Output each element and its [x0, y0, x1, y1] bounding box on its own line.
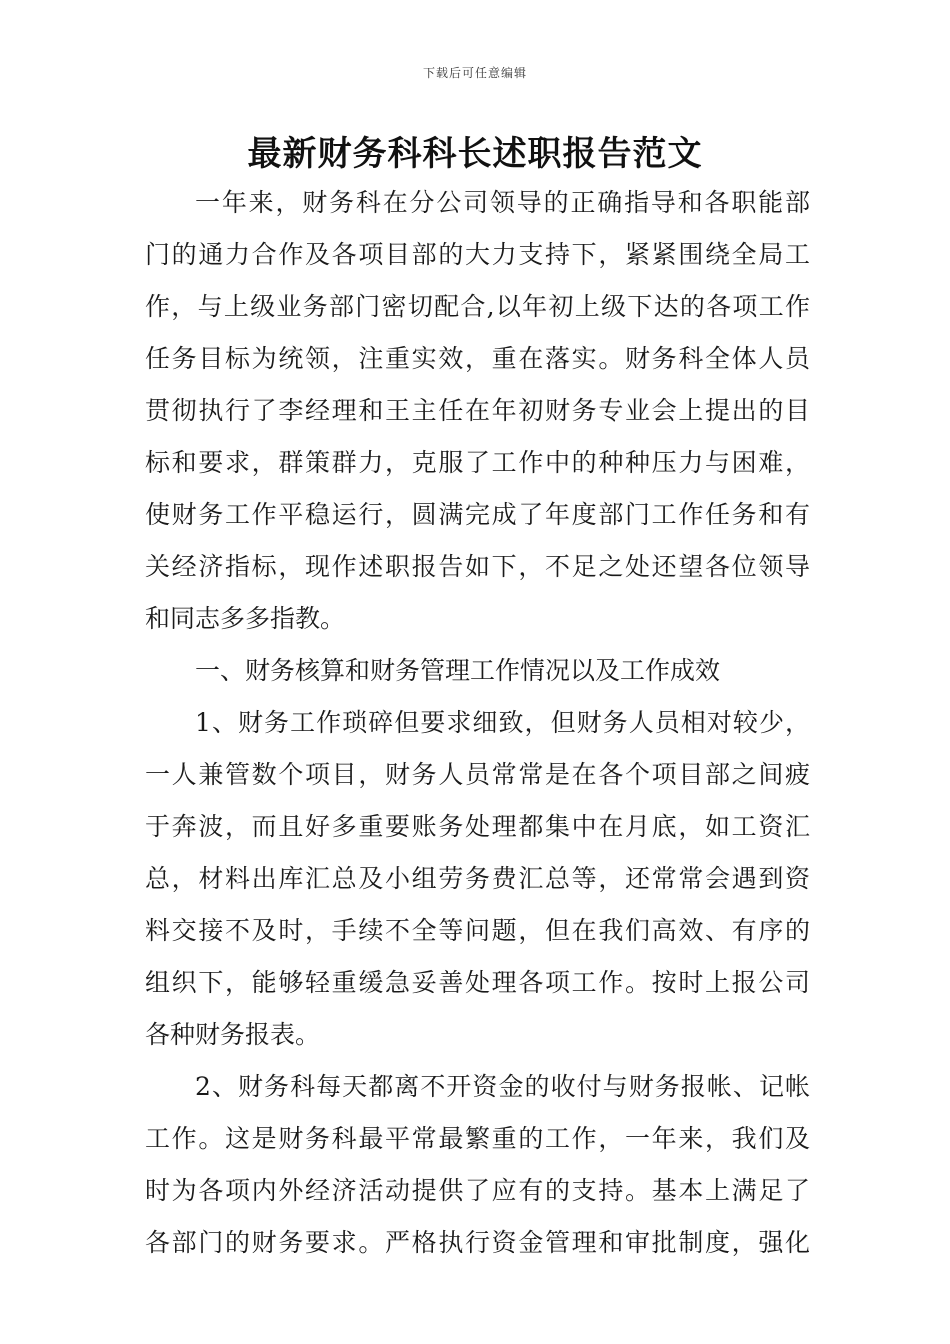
text-line: 各部门的财务要求。严格执行资金管理和审批制度，强化	[145, 1228, 810, 1257]
text-line: 各种财务报表。	[145, 1020, 321, 1049]
text-line: 于奔波，而且好多重要账务处理都集中在月底，如工资汇	[145, 812, 810, 841]
section-heading-text: 一、财务核算和财务管理工作情况以及工作成效	[195, 656, 721, 685]
text-line: 标和要求，群策群力，克服了工作中的种种压力与困难，	[145, 448, 810, 477]
text-line: 门的通力合作及各项目部的大力支持下，紧紧围绕全局工	[145, 240, 810, 269]
text-line: 一人兼管数个项目，财务人员常常是在各个项目部之间疲	[145, 760, 810, 789]
text-line: 组织下，能够轻重缓急妥善处理各项工作。按时上报公司	[145, 968, 810, 997]
text-line: 时为各项内外经济活动提供了应有的支持。基本上满足了	[145, 1176, 810, 1205]
header-note: 下载后可任意编辑	[422, 66, 527, 80]
text-line: 和同志多多指教。	[145, 604, 346, 633]
text-line: 总，材料出库汇总及小组劳务费汇总等，还常常会遇到资	[145, 864, 810, 893]
text-line: 任务目标为统领，注重实效，重在落实。财务科全体人员	[145, 344, 810, 373]
text-line: 关经济指标，现作述职报告如下，不足之处还望各位领导	[145, 552, 810, 581]
paragraph-item-1	[145, 697, 810, 1061]
text-line: 一年来，财务科在分公司领导的正确指导和各职能部	[195, 188, 810, 217]
text-line: 工作。这是财务科最平常最繁重的工作，一年来，我们及	[145, 1124, 810, 1153]
document-title: 最新财务科科长述职报告范文	[247, 134, 703, 174]
text-line: 作，与上级业务部门密切配合,以年初上级下达的各项工作	[145, 292, 810, 321]
text-line: 贯彻执行了李经理和王主任在年初财务专业会上提出的目	[145, 396, 810, 425]
text-line: 2、财务科每天都离不开资金的收付与财务报帐、记帐	[195, 1072, 810, 1101]
paragraph-item-2	[145, 1061, 810, 1269]
section-heading	[145, 645, 810, 697]
text-line: 料交接不及时，手续不全等问题，但在我们高效、有序的	[145, 916, 810, 945]
text-line: 使财务工作平稳运行，圆满完成了年度部门工作任务和有	[145, 500, 810, 529]
document-body	[145, 177, 810, 1269]
paragraph-intro	[145, 177, 810, 645]
text-line: 1、财务工作琐碎但要求细致，但财务人员相对较少，	[195, 708, 810, 737]
